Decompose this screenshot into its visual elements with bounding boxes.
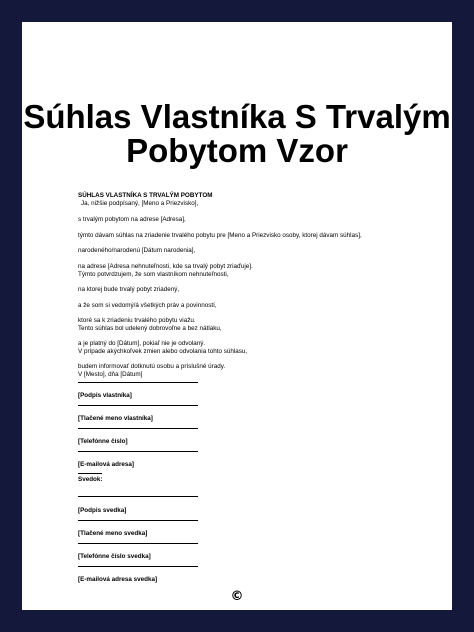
form-line: ktoré sa k zriadeniu trvalého pobytu viažu.	[78, 317, 196, 324]
signature-line	[78, 451, 198, 452]
signature-line	[78, 428, 198, 429]
owner-email-field: [E-mailová adresa]	[78, 461, 134, 468]
form-line: V prípade akýchkoľvek zmien alebo odvolania tohto súhlasu,	[78, 348, 248, 355]
owner-phone-field: [Telefónne číslo]	[78, 438, 128, 445]
page-title-line-1: Súhlas Vlastníka S Trvalým	[23, 98, 451, 135]
owner-name-field: [Tlačené meno vlastníka]	[78, 415, 153, 422]
witness-email-field: [E-mailová adresa svedka]	[78, 576, 158, 583]
form-heading: SÚHLAS VLASTNÍKA S TRVALÝM POBYTOM	[78, 192, 213, 199]
form-line: Ja, nižšie podpísaný, [Meno a Priezvisko],	[81, 200, 199, 207]
owner-signature-field: [Podpis vlastníka]	[78, 392, 132, 399]
signature-line	[78, 382, 198, 383]
document-page	[22, 22, 452, 610]
copyright-mark: ©	[230, 589, 244, 604]
page-title	[22, 100, 452, 168]
signature-line	[78, 473, 102, 474]
form-line: na ktorej bude trvalý pobyt zriadený,	[78, 286, 180, 293]
form-line: a je platný do [Dátum], pokiaľ nie je odvolaný.	[78, 340, 206, 347]
form-line: V [Mesto], dňa [Dátum]	[78, 371, 143, 378]
form-line: narodeného/narodenú [Dátum narodenia],	[78, 247, 196, 254]
form-line: Týmto potvrdzujem, že som vlastníkom nehnuteľnosti,	[78, 271, 229, 278]
page-title-line-2: Pobytom Vzor	[126, 132, 348, 169]
form-line: budem informovať dotknutú osobu a príslušné úrady.	[78, 363, 226, 370]
witness-label: Svedok:	[78, 476, 103, 483]
form-line: týmto dávam súhlas na zriadenie trvalého pobytu pre [Meno a Priezvisko osoby, ktorej dávam súhlas],	[78, 232, 362, 239]
form-line: s trvalým pobytom na adrese [Adresa],	[78, 216, 186, 223]
signature-line	[78, 543, 198, 544]
signature-line	[78, 496, 198, 497]
form-line: a že som si vedomý/á všetkých práv a povinností,	[78, 302, 217, 309]
signature-line	[78, 520, 198, 521]
form-line: na adrese [Adresa nehnuteľnosti, kde sa trvalý pobyt zriaďuje].	[78, 263, 253, 270]
signature-line	[78, 566, 198, 567]
witness-signature-field: [Podpis svedka]	[78, 507, 127, 514]
signature-line	[78, 405, 198, 406]
form-line: Tento súhlas bol udelený dobrovoľne a bez nátlaku,	[78, 325, 222, 332]
witness-name-field: [Tlačené meno svedka]	[78, 530, 148, 537]
witness-phone-field: [Telefónne číslo svedka]	[78, 553, 151, 560]
